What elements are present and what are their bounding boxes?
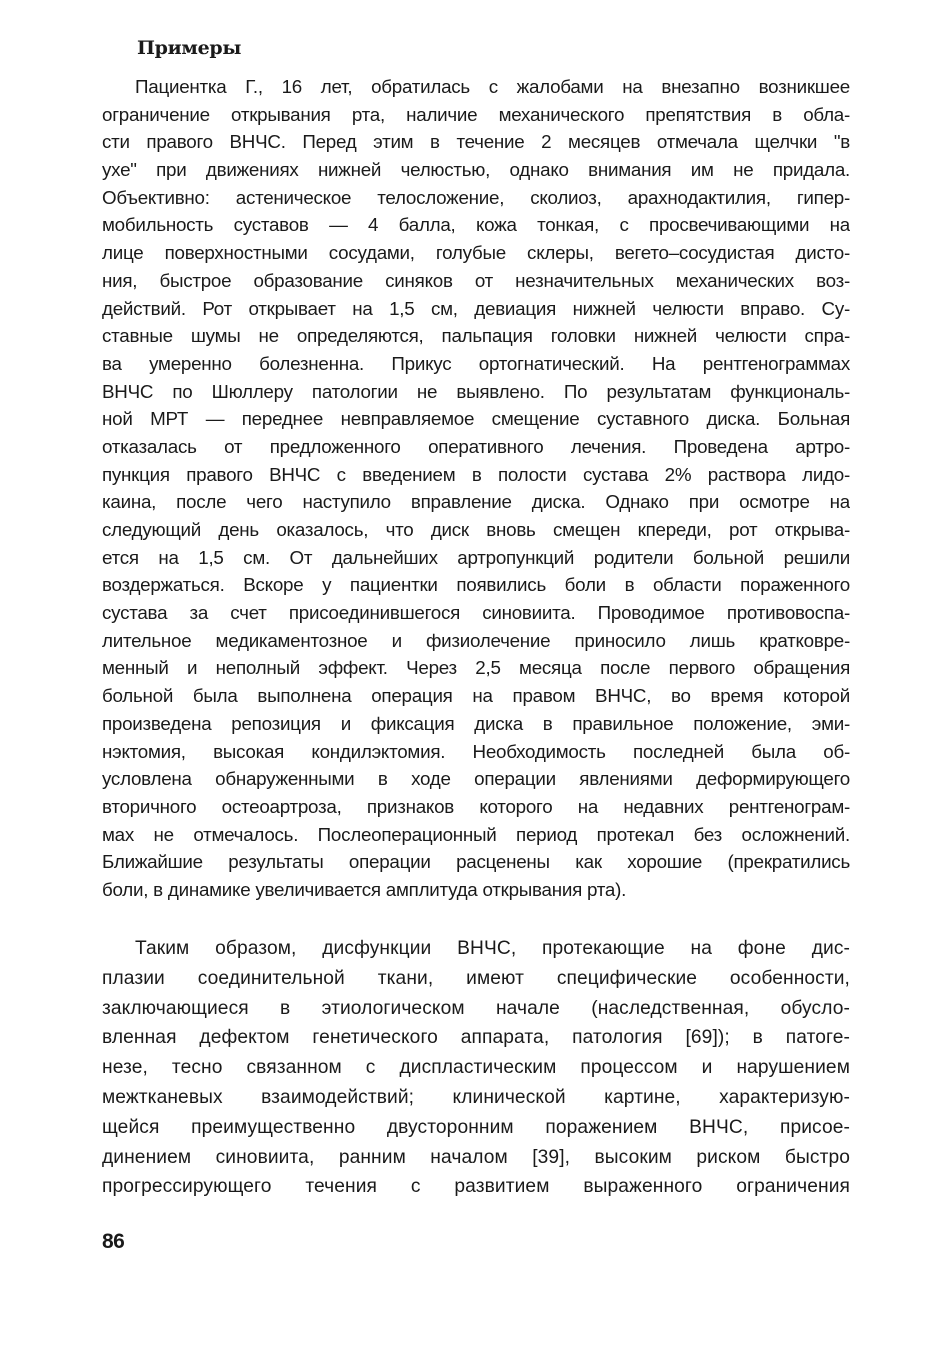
text-line: вленная дефектом генетического аппарата, патология [69]); в патоге- [102,1027,850,1049]
text-line: динением синовиита, ранним началом [39], высоким риском быстро [102,1146,850,1168]
text-line: боли, в динамике увеличивается амплитуда открывания рта). [102,878,627,900]
text-line: нэктомия, высокая кондилэктомия. Необходимость последней была об- [102,740,850,762]
text-line: условлена обнаруженными в ходе операции явлениями деформирующего [102,768,850,790]
text-line: ВНЧС по Шюллеру патологии не выявлено. По результатам функциональ- [102,380,850,402]
text-line: воздержаться. Вскоре у пациентки появились боли в области пораженного [102,574,850,596]
text-line: отказалась от предложенного оперативного лечения. Проведена артро- [102,435,850,457]
page-number: 86 [102,1230,125,1253]
text-line: ставные шумы не определяются, пальпация головки нижней челюсти спра- [102,325,850,347]
text-line: действий. Рот открывает на 1,5 см, девиация нижней челюсти вправо. Су- [102,297,850,319]
text-line: сустава за счет присоединившегося синовиита. Проводимое противовоспа- [102,602,850,624]
text-line: Таким образом, дисфункции ВНЧС, протекающие на фоне дис- [135,938,850,959]
text-line: лительное медикаментозное и физиолечение приносило лишь кратковре- [102,629,850,651]
section-heading: Примеры [137,37,242,59]
text-line: Пациентка Г., 16 лет, обратилась с жалобами на внезапно возникшее [135,76,850,97]
text-line: мах не отмечалось. Послеоперационный период протекал без осложнений. [102,823,850,845]
text-line: ется на 1,5 см. От дальнейших артропункций родители больной решили [102,546,850,568]
text-line: следующий день оказалось, что диск вновь смещен кпереди, рот открыва- [102,519,850,540]
text-line: ной МРТ — переднее невправляемое смещение суставного диска. Больная [102,408,850,430]
text-line: Ближайшие результаты операции расценены как хорошие (прекратились [102,851,850,873]
text-line: сти правого ВНЧС. Перед этим в течение 2 месяцев отмечала щелчки "в [102,131,850,153]
text-line: межтканевых взаимодействий; клинической картине, характеризую- [102,1086,850,1108]
text-line: лице поверхностными сосудами, голубые склеры, вегето–сосудистая дисто- [102,242,850,264]
text-line: больной была выполнена операция на правом ВНЧС, во время которой [102,685,850,707]
text-line: ухе" при движениях нижней челюстью, однако внимания им не придала. [102,159,850,181]
text-line: мобильность суставов — 4 балла, кожа тонкая, с просвечивающими на [102,214,850,236]
conclusion-paragraph [102,934,850,1202]
text-line: произведена репозиция и фиксация диска в правильное положение, эми- [102,712,850,734]
text-line: плазии соединительной ткани, имеют специфические особенности, [102,967,850,989]
text-line: заключающиеся в этиологическом начале (наследственная, обусло- [102,997,850,1019]
case-example-paragraph [102,73,850,904]
text-line: щейся преимущественно двусторонним поражением ВНЧС, присое- [102,1116,850,1138]
text-line: прогрессирующего течения с развитием выраженного ограничения [102,1176,850,1198]
text-line: Объективно: астеническое телосложение, сколиоз, арахнодактилия, гипер- [102,186,850,208]
text-line: ограничение открывания рта, наличие механического препятствия в обла- [102,103,850,125]
text-line: менный и неполный эффект. Через 2,5 месяца после первого обращения [102,657,850,679]
text-line: ва умеренно болезненна. Прикус ортогнатический. На рентгенограммах [102,352,850,374]
text-line: каина, после чего наступило вправление диска. Однако при осмотре на [102,491,850,513]
text-line: ния, быстрое образование синяков от незначительных механических воз- [102,269,850,291]
text-line: незе, тесно связанном с диспластическим процессом и нарушением [102,1057,850,1079]
text-line: пункция правого ВНЧС с введением в полости сустава 2% раствора лидо- [102,463,850,485]
text-line: вторичного остеоартроза, признаков которого на недавних рентгенограм- [102,795,850,817]
